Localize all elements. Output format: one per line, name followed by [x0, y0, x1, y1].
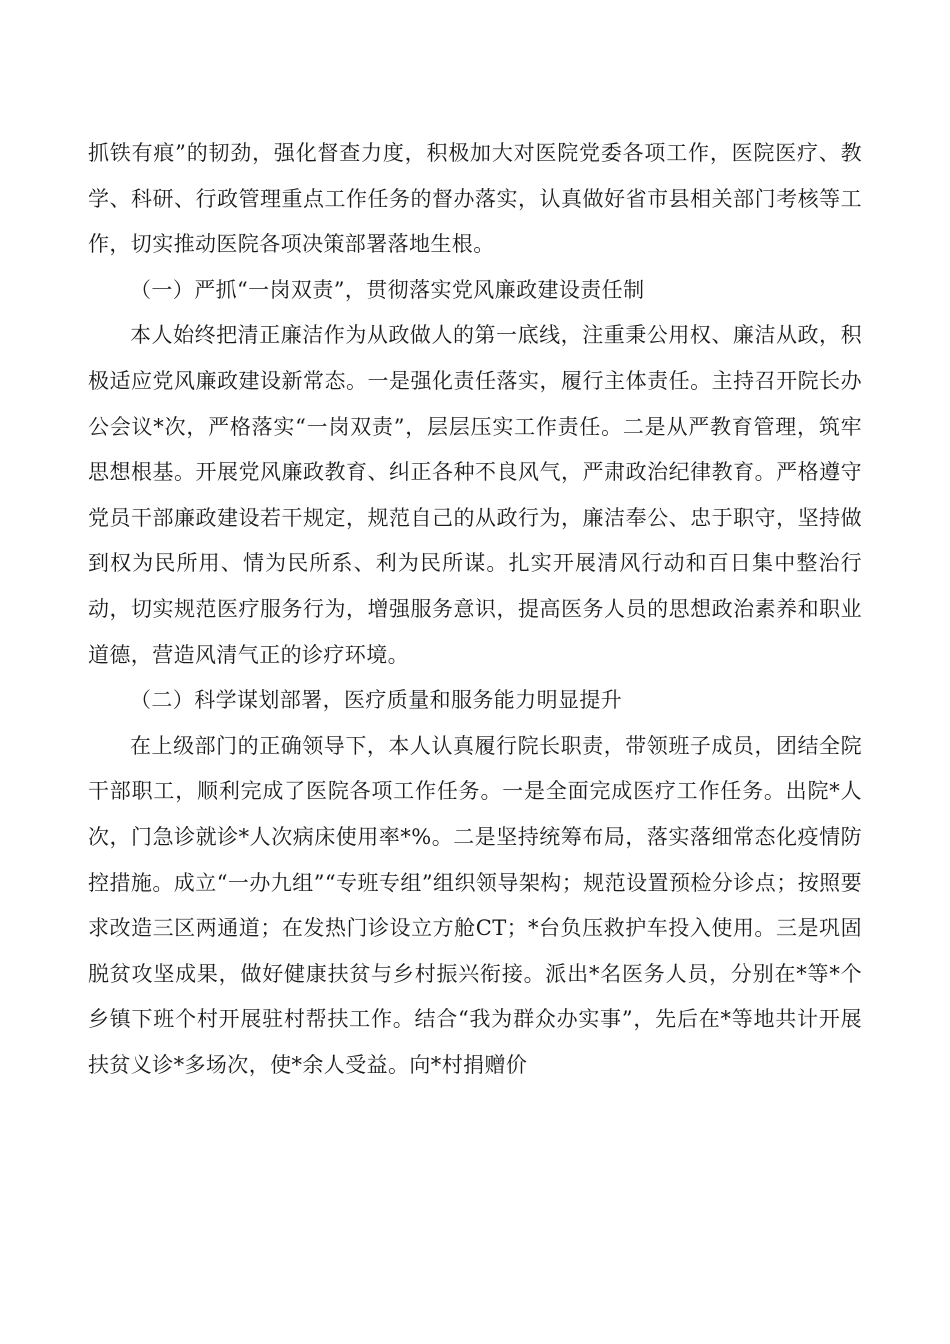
- document-body: [88, 131, 862, 1088]
- section-heading-1: （一）严抓“一岗双责”，贯彻落实党风廉政建设责任制: [130, 277, 645, 302]
- paragraph-continuation: 抓铁有痕”的韧劲，强化督查力度，积极加大对医院党委各项工作，医院医疗、教学、科研、行政管理重点工作任务的督办落实，认真做好省市县相关部门考核等工作，切实推动医院各项决策部署落地生根。: [88, 141, 862, 257]
- section-heading-2: （二）科学谋划部署，医疗质量和服务能力明显提升: [130, 688, 623, 713]
- paragraph-medical-work: 在上级部门的正确领导下，本人认真履行院长职责，带领班子成员，团结全院干部职工，顺利完成了医院各项工作任务。一是全面完成医疗工作任务。出院*人次，门急诊就诊*人次病床使用率*%。二是坚持统筹布局，落实落细常态化疫情防控措施。成立“一办九组”“专班专组”组织领导架构；规范设置预检分诊点；按照要求改造三区两通道；在发热门诊设立方舱CT；*台负压救护车投入使用。三是巩固脱贫攻坚成果，做好健康扶贫与乡村振兴衔接。派出*名医务人员，分别在*等*个乡镇下班个村开展驻村帮扶工作。结合“我为群众办实事”，先后在*等地共计开展扶贫义诊*多场次，使*余人受益。向*村捐赠价: [88, 733, 862, 1077]
- paragraph-integrity: 本人始终把清正廉洁作为从政做人的第一底线，注重秉公用权、廉洁从政，积极适应党风廉政建设新常态。一是强化责任落实，履行主体责任。主持召开院长办公会议*次，严格落实“一岗双责”，层层压实工作责任。二是从严教育管理，筑牢思想根基。开展党风廉政教育、纠正各种不良风气，严肃政治纪律教育。严格遵守党员干部廉政建设若干规定，规范自己的从政行为，廉洁奉公、忠于职守，坚持做到权为民所用、情为民所系、利为民所谋。扎实开展清风行动和百日集中整治行动，切实规范医疗服务行为，增强服务意识，提高医务人员的思想政治素养和职业道德，营造风清气正的诊疗环境。: [88, 323, 862, 667]
